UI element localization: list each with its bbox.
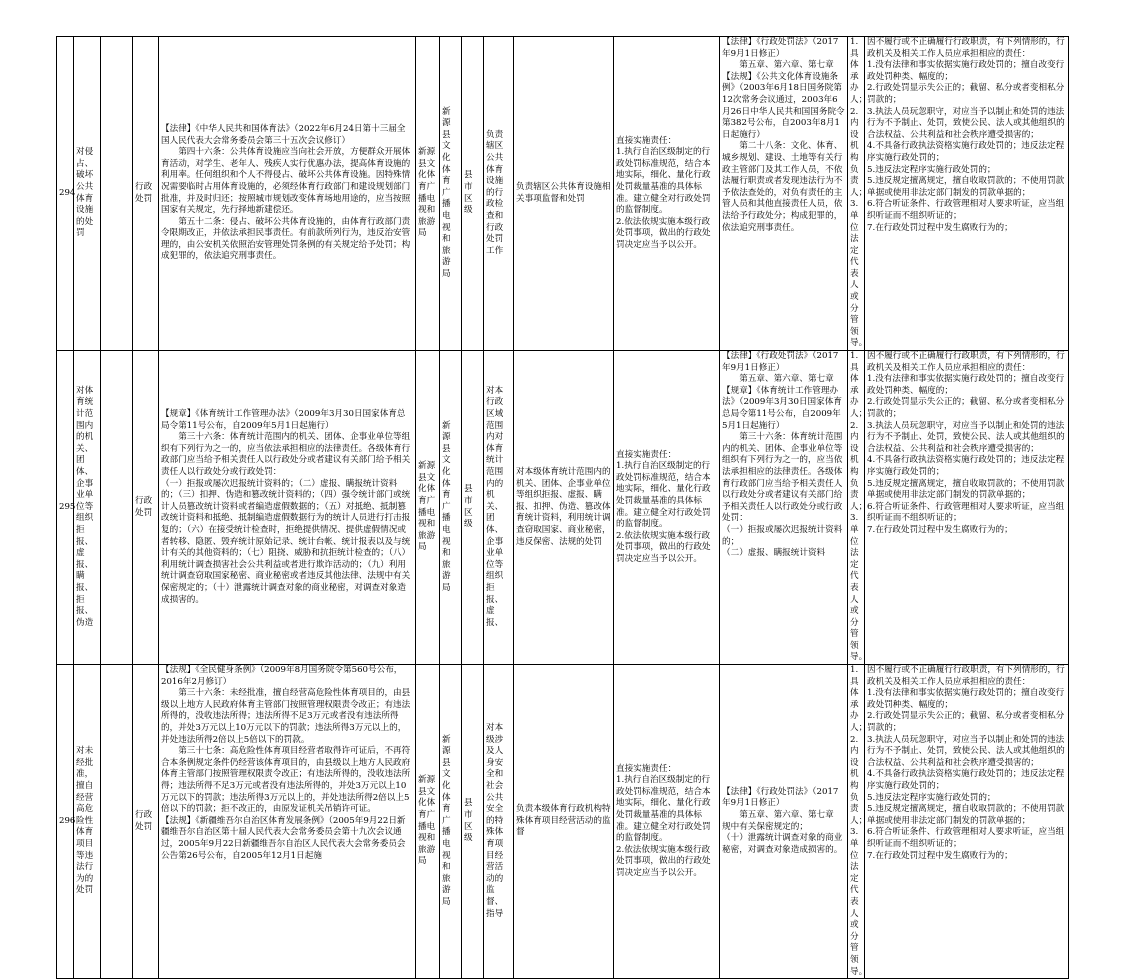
row-number: 295: [57, 351, 74, 665]
accountability-basis-text: 【法律】《行政处罚法》（2017年9月1日修正） 第五章、第六章、第七章 【法规】《公共文化体育设施条例》（2003年6月18日国务院第12次常务会议通过，2003年6月26日中华人民共和国国务院令第382号公布，自2003年8月1日起施行） 第二十八条：文化、体育、城乡规划、建设、土地等有关行政主管部门及其工作人员，不依法履行职责或者发现违法行为不予依法查处的，对负有责任的主管人员和其他直接责任人员，依法给予行政处分；构成犯罪的，依法追究刑事责任。: [722, 37, 845, 233]
admin-level: 县市区级: [462, 37, 484, 351]
responsible-dept: 新源县文化体育广播电视和旅游局: [440, 37, 462, 351]
liability-situations-text: 因不履行或不正确履行行政职责，有下列情形的，行政机关及相关工作人员应承担相应的责任： 1.没有法律和事实依据实施行政处罚的；擅自改变行政处罚种类、幅度的； 2.行政处罚显示失公正的；截留、私分或者变相私分罚款的； 3.执法人员玩忽职守，对应当予以制止和处罚的违法行为不予制止、处罚，致使公民、法人或其他组织的合法权益、公共利益和社会秩序遭受损害的； 4.不具备行政执法资格实施行政处罚的；违反法定程序实施行政处罚的； 5.违反法定程序实施行政处罚的； 5.违反规定擅离规定，擅自收取罚款的；不使用罚款单据或使用非法定部门制发的罚款单据的； 6.符合听证条件、行政管理相对人要求听证，应当组织听证而不组织听证的； 7.在行政处罚过程中发生腐败行为的；: [867, 37, 1065, 233]
responsibility-table: [56, 36, 1069, 979]
table-row: [57, 351, 1069, 665]
implementing-dept: 新源县文化体育广播电视和旅游局: [416, 37, 440, 351]
item-type: 行政处罚: [133, 37, 159, 351]
legal-basis: [159, 37, 416, 351]
implementing-dept: 新源县文化体育广播电视和旅游局: [416, 351, 440, 665]
item-type: 行政处罚: [133, 351, 159, 665]
item-name: 对未经批准，擅自经营高危险性体育项目等违法行为的处罚: [74, 665, 101, 979]
item-name: 对侵占、破坏公共体育设施的处罚: [74, 37, 101, 351]
legal-basis-text: 【法规】《全民健身条例》（2009年8月国务院令第560号公布，2016年2月修订） 第三十六条：未经批准，擅自经营高危险性体育项目的，由县级以上地方人民政府体育主管部门按照管理权限责令改正；有违法所得的，没收违法所得；违法所得不足3万元或者没有违法所得的，并处3万元以上10万元以下的罚款；违法所得3万元以上的，并处违法所得2倍以上5倍以下的罚款。 第三十七条：高危险性体育项目经营者取得许可证后，不再符合本条例规定条件仍经营该体育项目的，由县级以上地方人民政府体育主管部门按照管理权限责令改正；有违法所得的，没收违法所得；违法所得不足3万元或者没有违法所得的，并处3万元以上10万元以下的罚款；违法所得3万元以上的，并处违法所得2倍以上5倍以下的罚款；拒不改正的，由原发证机关吊销许可证。 【法规】《新疆维吾尔自治区体育发展条例》（2005年9月22日新疆维吾尔自治区第十届人民代表大会常务委员会第十九次会议通过，2005年9月22日新疆维吾尔自治区人民代表大会常务委员会公告第26号公布，自2005年12月1日起施: [161, 665, 411, 861]
duty-scope: 对本级涉及人身安全和社会公共安全的特殊体育项目经营活动的监督、指导: [484, 665, 514, 979]
responsibility-measures: [614, 351, 720, 665]
legal-basis: [159, 665, 416, 979]
duty-content: 负责辖区公共体育设施相关事项监督和处罚: [514, 37, 614, 351]
duty-content: 负责本级体育行政机构特殊体育项目经营活动的监督: [514, 665, 614, 979]
responsibility-measures: [614, 37, 720, 351]
liability-situations: [865, 351, 1069, 665]
item-type: 行政处罚: [133, 665, 159, 979]
blank-cell: [101, 351, 133, 665]
accountability-basis: [720, 37, 848, 351]
table-row: [57, 37, 1069, 351]
liability-situations-text: 因不履行或不正确履行行政职责，有下列情形的，行政机关及相关工作人员应承担相应的责任： 1.没有法律和事实依据实施行政处罚的；擅自改变行政处罚种类、幅度的； 2.行政处罚显示失公正的；截留、私分或者变相私分罚款的； 3.执法人员玩忽职守，对应当予以制止和处罚的违法行为不予制止、处罚，致使公民、法人或其他组织的合法权益、公共利益和社会秩序遭受损害的； 4.不具备行政执法资格实施行政处罚的；违反法定程序实施行政处罚的； 5.违反法定程序实施行政处罚的； 5.违反规定擅离规定，擅自收取罚款的；不使用罚款单据或使用非法定部门制发的罚款单据的； 6.符合听证条件、行政管理相对人要求听证，应当组织听证而不组织听证的； 7.在行政处罚过程中发生腐败行为的；: [867, 665, 1065, 861]
implementing-dept: 新源县文化体育广播电视和旅游局: [416, 665, 440, 979]
responsible-dept: 新源县文化体育广播电视和旅游局: [440, 665, 462, 979]
liability-situations: [865, 665, 1069, 979]
admin-level: 县市区级: [462, 665, 484, 979]
liability-situations-text: 因不履行或不正确履行行政职责，有下列情形的，行政机关及相关工作人员应承担相应的责任： 1.没有法律和事实依据实施行政处罚的；擅自改变行政处罚种类、幅度的； 2.行政处罚显示失公正的；截留、私分或者变相私分罚款的； 3.执法人员玩忽职守，对应当予以制止和处罚的违法行为不予制止、处罚，致使公民、法人或其他组织的合法权益、公共利益和社会秩序遭受损害的； 4.不具备行政执法资格实施行政处罚的；违反法定程序实施行政处罚的； 5.违反规定擅离规定，擅自收取罚款的；不使用罚款单据或使用非法定部门制发的罚款单据的； 6.符合听证条件、行政管理相对人要求听证，应当组织听证而不组织听证的； 7.在行政处罚过程中发生腐败行为的；: [867, 351, 1065, 535]
responsible-dept: 新源县文化体育广播电视和旅游局: [440, 351, 462, 665]
accountability-basis-text: 【法律】《行政处罚法》（2017年9月1日修正） 第五章、第六章、第七章 【规章】《体育统计工作管理办法》（2009年3月30日国家体育总局令第11号公布，自2009年5月1日起施行） 第三十六条：体育统计范围内的机关、团体、企事业单位等组织有下列行为之一的，应当依法承担相应的法律责任。各级体育行政部门应当给予相关责任人以行政处分或者建议有关部门给予相关责任人以行政处分或行政处罚： （一）拒报或屡次迟报统计资料的； （二）虚报、瞒报统计资料: [722, 351, 843, 559]
row-number: 294: [57, 37, 74, 351]
accountability-basis: [720, 665, 848, 979]
responsible-subject: 1.具体承办人；2.内设机构负责人；3.单位法定代表人或分管领导。: [848, 351, 865, 665]
item-name: 对体育统计范围内的机关、团体、企事业单位等组织拒报、虚报、瞒报、拒报、伪造: [74, 351, 101, 665]
responsibility-measures-text: 直接实施责任： 1.执行自治区级制定的行政处罚标准规范，结合本地实际，细化、量化行政处罚裁量基准的具体标准。建立健全对行政处罚的监督制度。 2.依法依规实施本级行政处罚事项，做出的行政处罚决定应当予以公开。: [616, 449, 711, 564]
legal-basis-text: 【规章】《体育统计工作管理办法》（2009年3月30日国家体育总局令第11号公布，自2009年5月1日起施行） 第三十六条：体育统计范围内的机关、团体、企事业单位等组织有下列行为之一的，应当依法承担相应的法律责任。各级体育行政部门应当给予相关责任人以行政处分或者建议有关部门给予相关责任人以行政处分或行政处罚： （一）拒报或屡次迟报统计资料的；（二）虚报、瞒报统计资料的；（三）扣押、伪造和篡改统计资料的；（四）强令统计部门或统计人员篡改统计资料或者编造虚假数据的；（五）对抵绝、抵制篡改统计资料和抵绝、抵制编造虚假数据行为的统计人员进行打击报复的；（六）在接受统计检查时，拒绝提供情况、提供虚假情况或者转移、隐匿、毁弃统计原始记录、统计台帐、统计报表以及与统计有关的其他资料的；（七）阻挠、威胁和抗拒统计检查的；（八）利用统计调查损害社会公共利益或者进行欺诈活动的；（九）利用统计调查窃取国家秘密、商业秘密或者违反其他法律、法规中有关保密规定的；（十）泄露统计调查对象的商业秘密，对调查对象造成损害的。: [161, 409, 411, 605]
liability-situations: [865, 37, 1069, 351]
blank-cell: [101, 37, 133, 351]
row-number: 296: [57, 665, 74, 979]
legal-basis-text: 【法律】《中华人民共和国体育法》（2022年6月24日第十三届全国人民代表大会常务委员会第三十五次会议修订） 第四十六条：公共体育设施应当向社会开放，方便群众开展体育活动，对学生、老年人、残疾人实行优惠办法，提高体育设施的利用率。任何组织和个人不得侵占、破坏公共体育设施。因特殊情况需要临时占用体育设施的，必须经体育行政部门和建设规划部门批准，并及时归还；按照城市规划改变体育场地用途的，应当按照国家有关规定，先行择地新建偿还。 第五十二条：侵占、破坏公共体育设施的，由体育行政部门责令限期改正，并依法承担民事责任。有前款所列行为，违反治安管理的，由公安机关依照治安管理处罚条例的有关规定给予处罚；构成犯罪的，依法追究刑事责任。: [161, 123, 411, 262]
duty-content: 对本级体育统计范围内的机关、团体、企事业单位等组织拒报、虚报、瞒报、扣押、伪造、篡改体育统计资料，利用统计调查窃取国家、商业秘密，违反保密、法规的处罚: [514, 351, 614, 665]
duty-scope: 负责辖区公共体育设施的行政检查和行政处罚工作: [484, 37, 514, 351]
responsible-subject: 1.具体承办人；2.内设机构负责人；3.单位法定代表人或分管领导。: [848, 37, 865, 351]
accountability-basis: [720, 351, 848, 665]
accountability-basis-text: 【法律】《行政处罚法》（2017年9月1日修正） 第五章、第六章、第七章 规中有关保密规定的； （十）泄露统计调查对象的商业秘密，对调查对象造成损害的。: [722, 786, 843, 855]
table-row: [57, 665, 1069, 979]
responsible-subject: 1.具体承办人；2.内设机构负责人；3.单位法定代表人或分管领导。: [848, 665, 865, 979]
admin-level: 县市区级: [462, 351, 484, 665]
legal-basis: [159, 351, 416, 665]
responsibility-measures: [614, 665, 720, 979]
responsibility-measures-text: 直接实施责任： 1.执行自治区级制定的行政处罚标准规范，结合本地实际，细化、量化行政处罚裁量基准的具体标准。建立健全对行政处罚的监督制度。 2.依法依规实施本级行政处罚事项，做出的行政处罚决定应当予以公开。: [616, 135, 711, 250]
responsibility-measures-text: 直接实施责任： 1.执行自治区级制定的行政处罚标准规范，结合本地实际，细化、量化行政处罚裁量基准的具体标准。建立健全对行政处罚的监督制度。 2.依法依规实施本级行政处罚事项，做出的行政处罚决定应当予以公开。: [616, 763, 711, 878]
duty-scope: 对本行政区域范围内对体育统计范围内的机关、团体、企事业单位等组织拒报、虚报、: [484, 351, 514, 665]
blank-cell: [101, 665, 133, 979]
